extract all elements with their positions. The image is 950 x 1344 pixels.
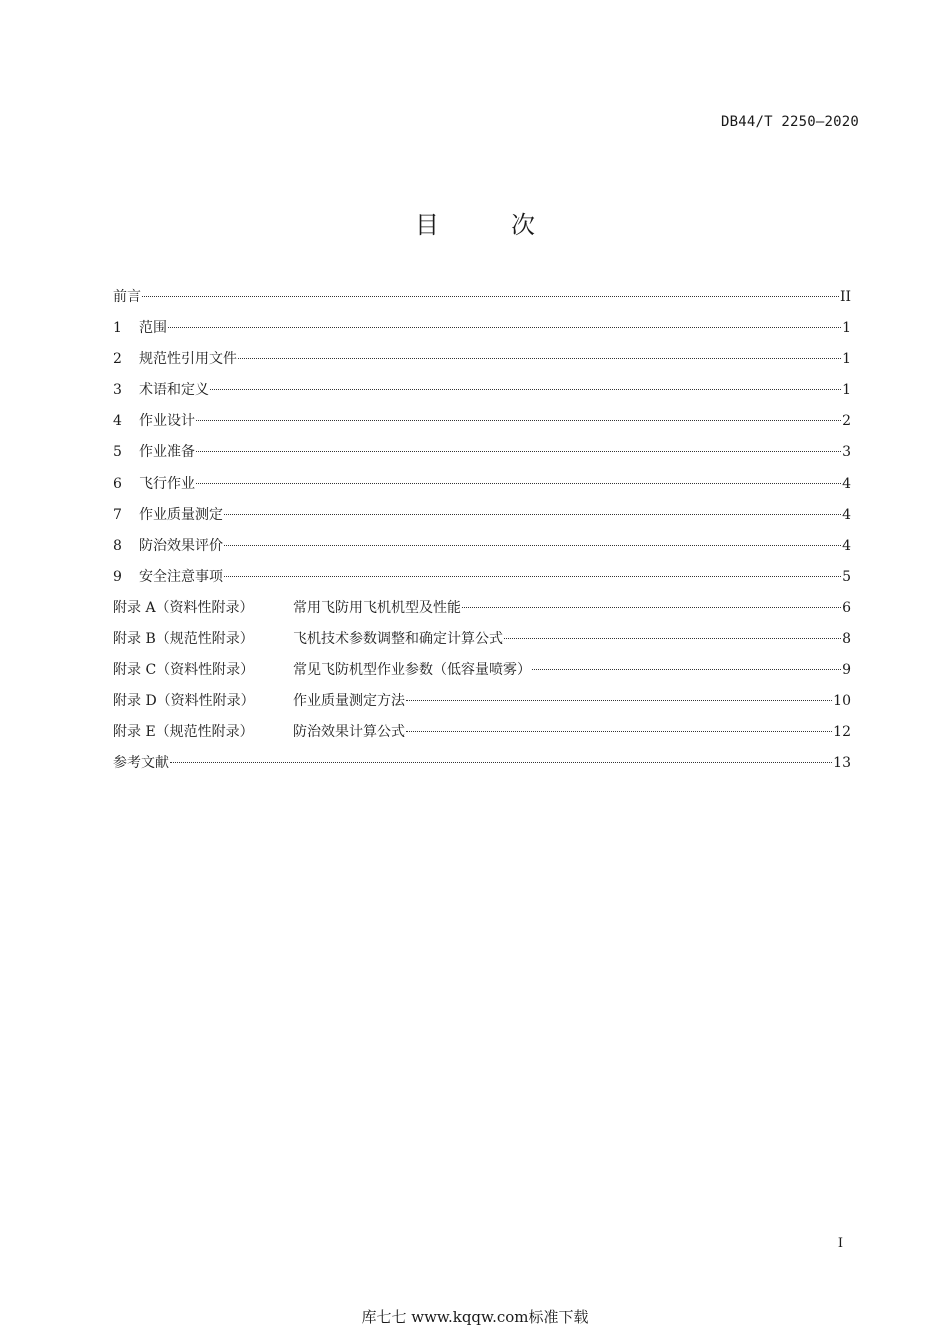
- toc-entry[interactable]: [113, 316, 851, 347]
- toc-entry-number: 8: [113, 537, 122, 554]
- toc-entry-page: 4: [842, 475, 851, 492]
- toc-entry-page: 1: [842, 320, 851, 337]
- toc-entry-number: 2: [113, 351, 122, 368]
- toc-entry-page: 3: [842, 444, 851, 461]
- toc-entry-title: 常见飞防机型作业参数（低容量喷雾）: [293, 662, 531, 679]
- toc-entry-title: 作业准备: [139, 444, 195, 461]
- toc-entry-title: 参考文献: [113, 755, 169, 772]
- toc-entry[interactable]: [113, 596, 851, 627]
- toc-entry-title: 防治效果计算公式: [293, 724, 405, 741]
- toc-title: 目次: [415, 211, 607, 239]
- toc-entry-number: 6: [113, 475, 122, 492]
- toc-entry[interactable]: [113, 347, 851, 378]
- dot-leader: [462, 607, 841, 608]
- watermark-text: 库七七 www.kqqw.com标准下载: [361, 1308, 589, 1326]
- toc-entry-page: 1: [842, 351, 851, 368]
- toc-entry[interactable]: [113, 534, 851, 565]
- dot-leader: [196, 451, 841, 452]
- dot-leader: [196, 420, 841, 421]
- toc-entry-title: 前言: [113, 289, 141, 305]
- document-code: DB44/T 2250—2020: [720, 114, 859, 130]
- toc-entry-appendix-label: 附录 C（资料性附录）: [113, 662, 255, 679]
- toc-entry[interactable]: [113, 378, 851, 409]
- toc-entry-number: 7: [113, 506, 122, 523]
- toc-entry-title: 防治效果评价: [139, 537, 223, 554]
- toc-entry-appendix-label: 附录 D（资料性附录）: [113, 693, 255, 710]
- toc-entry-title: 飞机技术参数调整和确定计算公式: [293, 631, 503, 648]
- toc-entry-page: 8: [842, 631, 851, 648]
- toc-entry[interactable]: [113, 565, 851, 596]
- toc-entry-page: II: [839, 289, 851, 305]
- dot-leader: [238, 358, 841, 359]
- toc-entry-number: 5: [113, 444, 122, 461]
- toc-entry[interactable]: [113, 409, 851, 440]
- toc-entry-number: 3: [113, 382, 122, 399]
- toc-entry-page: 12: [833, 724, 851, 741]
- toc-entry-title: 作业质量测定: [139, 506, 223, 523]
- toc-entry[interactable]: [113, 751, 851, 782]
- toc-entry-title: 作业质量测定方法: [293, 693, 405, 710]
- toc-entry-title: 安全注意事项: [139, 568, 223, 585]
- dot-leader: [532, 669, 841, 670]
- toc-entry-page: 4: [842, 537, 851, 554]
- dot-leader: [168, 327, 841, 328]
- toc-entry-number: 9: [113, 568, 122, 585]
- dot-leader: [224, 576, 841, 577]
- toc-entry-page: 6: [842, 599, 851, 616]
- dot-leader: [142, 296, 839, 297]
- toc-entry-title: 术语和定义: [139, 382, 209, 399]
- toc-entry[interactable]: [113, 472, 851, 503]
- toc-entry-title: 常用飞防用飞机机型及性能: [293, 599, 461, 616]
- toc-entry[interactable]: [113, 720, 851, 751]
- dot-leader: [406, 700, 832, 701]
- toc-entry-page: 13: [833, 755, 851, 772]
- dot-leader: [406, 731, 832, 732]
- toc-entry-title: 规范性引用文件: [139, 351, 237, 368]
- toc-entry-title: 范围: [139, 320, 167, 337]
- toc-entry-page: 2: [842, 413, 851, 430]
- toc-entry-title: 飞行作业: [139, 475, 195, 492]
- dot-leader: [224, 514, 841, 515]
- toc-entry-page: 4: [842, 506, 851, 523]
- toc-entry[interactable]: [113, 285, 851, 316]
- toc-entry-page: 9: [842, 662, 851, 679]
- toc-entry[interactable]: [113, 627, 851, 658]
- toc-entry-page: 1: [842, 382, 851, 399]
- dot-leader: [170, 762, 832, 763]
- toc-entry-appendix-label: 附录 A（资料性附录）: [113, 599, 254, 616]
- toc-entry-appendix-label: 附录 E（规范性附录）: [113, 724, 254, 741]
- toc-entry-number: 4: [113, 413, 122, 430]
- dot-leader: [210, 389, 841, 390]
- toc-entry-page: 5: [842, 568, 851, 585]
- toc-entry-page: 10: [833, 693, 851, 710]
- toc-entry[interactable]: [113, 440, 851, 471]
- dot-leader: [224, 545, 841, 546]
- page-number: I: [837, 1236, 843, 1251]
- table-of-contents: [113, 285, 851, 783]
- dot-leader: [504, 638, 841, 639]
- toc-entry[interactable]: [113, 503, 851, 534]
- toc-entry[interactable]: [113, 689, 851, 720]
- toc-entry-title: 作业设计: [139, 413, 195, 430]
- dot-leader: [196, 483, 841, 484]
- toc-entry-appendix-label: 附录 B（规范性附录）: [113, 631, 254, 648]
- toc-entry[interactable]: [113, 658, 851, 689]
- toc-entry-number: 1: [113, 320, 122, 337]
